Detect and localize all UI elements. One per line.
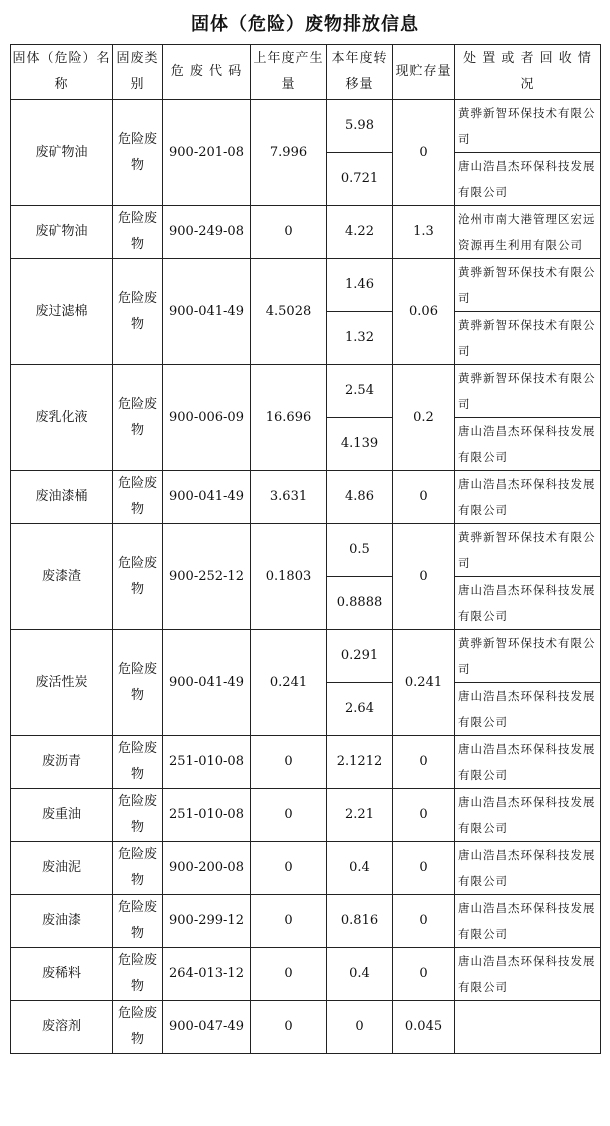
waste-category: 危险废物 (113, 259, 163, 365)
transfer-amount: 4.22 (327, 206, 393, 259)
table-row (11, 895, 601, 948)
waste-category: 危险废物 (113, 365, 163, 471)
table-row (11, 842, 601, 895)
waste-code: 900-047-49 (163, 1001, 251, 1054)
waste-name: 废油漆 (11, 895, 113, 948)
table-row (11, 948, 601, 1001)
waste-category: 危险废物 (113, 206, 163, 259)
disposal-company: 黄骅新智环保技术有限公司 (455, 259, 601, 312)
stock-amount: 0 (393, 948, 455, 1001)
disposal-company: 唐山浩昌杰环保科技发展有限公司 (455, 577, 601, 630)
waste-code: 900-249-08 (163, 206, 251, 259)
disposal-company: 唐山浩昌杰环保科技发展有限公司 (455, 153, 601, 206)
waste-table (10, 44, 601, 1054)
waste-category: 危险废物 (113, 789, 163, 842)
waste-category: 危险废物 (113, 948, 163, 1001)
transfer-amount: 4.139 (327, 418, 393, 471)
last-year-amount: 0 (251, 842, 327, 895)
header-disposal: 处 置 或 者 回 收 情 况 (455, 45, 601, 100)
waste-category: 危险废物 (113, 524, 163, 630)
disposal-company: 唐山浩昌杰环保科技发展有限公司 (455, 471, 601, 524)
last-year-amount: 0 (251, 789, 327, 842)
waste-name: 废矿物油 (11, 206, 113, 259)
transfer-amount: 2.64 (327, 683, 393, 736)
last-year-amount: 16.696 (251, 365, 327, 471)
waste-name: 废活性炭 (11, 630, 113, 736)
disposal-company: 黄骅新智环保技术有限公司 (455, 524, 601, 577)
waste-name: 废沥青 (11, 736, 113, 789)
header-category: 固废类别 (113, 45, 163, 100)
last-year-amount: 0 (251, 948, 327, 1001)
waste-code: 900-200-08 (163, 842, 251, 895)
table-row (11, 471, 601, 524)
disposal-company: 唐山浩昌杰环保科技发展有限公司 (455, 842, 601, 895)
table-row (11, 1001, 601, 1054)
transfer-amount: 0.816 (327, 895, 393, 948)
header-name: 固体（危险）名称 (11, 45, 113, 100)
stock-amount: 0.2 (393, 365, 455, 471)
last-year-amount: 0 (251, 1001, 327, 1054)
disposal-company: 黄骅新智环保技术有限公司 (455, 100, 601, 153)
disposal-company: 唐山浩昌杰环保科技发展有限公司 (455, 948, 601, 1001)
header-code: 危 废 代 码 (163, 45, 251, 100)
stock-amount: 1.3 (393, 206, 455, 259)
waste-name: 废漆渣 (11, 524, 113, 630)
stock-amount: 0.06 (393, 259, 455, 365)
waste-code: 900-041-49 (163, 471, 251, 524)
disposal-company: 唐山浩昌杰环保科技发展有限公司 (455, 683, 601, 736)
last-year-amount: 3.631 (251, 471, 327, 524)
disposal-company: 唐山浩昌杰环保科技发展有限公司 (455, 736, 601, 789)
stock-amount: 0 (393, 842, 455, 895)
waste-category: 危险废物 (113, 630, 163, 736)
disposal-company: 唐山浩昌杰环保科技发展有限公司 (455, 789, 601, 842)
transfer-amount: 4.86 (327, 471, 393, 524)
waste-name: 废稀料 (11, 948, 113, 1001)
transfer-amount: 0.8888 (327, 577, 393, 630)
transfer-amount: 2.54 (327, 365, 393, 418)
table-row (11, 736, 601, 789)
stock-amount: 0 (393, 471, 455, 524)
waste-name: 废溶剂 (11, 1001, 113, 1054)
last-year-amount: 0 (251, 895, 327, 948)
stock-amount: 0 (393, 524, 455, 630)
transfer-amount: 0 (327, 1001, 393, 1054)
waste-name: 废过滤棉 (11, 259, 113, 365)
waste-code: 251-010-08 (163, 736, 251, 789)
transfer-amount: 0.4 (327, 842, 393, 895)
last-year-amount: 0.241 (251, 630, 327, 736)
disposal-company: 唐山浩昌杰环保科技发展有限公司 (455, 418, 601, 471)
table-row (11, 630, 601, 683)
waste-name: 废油漆桶 (11, 471, 113, 524)
stock-amount: 0.045 (393, 1001, 455, 1054)
page-title: 固体（危险）废物排放信息 (191, 14, 419, 35)
stock-amount: 0 (393, 895, 455, 948)
table-row (11, 524, 601, 577)
last-year-amount: 0 (251, 206, 327, 259)
table-row (11, 259, 601, 312)
waste-code: 900-041-49 (163, 259, 251, 365)
last-year-amount: 0 (251, 736, 327, 789)
waste-category: 危险废物 (113, 100, 163, 206)
disposal-company (455, 1001, 601, 1054)
waste-name: 废乳化液 (11, 365, 113, 471)
table-header (11, 45, 601, 100)
waste-category: 危险废物 (113, 736, 163, 789)
disposal-company: 黄骅新智环保技术有限公司 (455, 312, 601, 365)
header-this-year: 本年度转移量 (327, 45, 393, 100)
disposal-company: 沧州市南大港管理区宏远资源再生利用有限公司 (455, 206, 601, 259)
waste-code: 900-299-12 (163, 895, 251, 948)
waste-category: 危险废物 (113, 471, 163, 524)
disposal-company: 唐山浩昌杰环保科技发展有限公司 (455, 895, 601, 948)
waste-code: 251-010-08 (163, 789, 251, 842)
transfer-amount: 0.721 (327, 153, 393, 206)
last-year-amount: 7.996 (251, 100, 327, 206)
transfer-amount: 0.291 (327, 630, 393, 683)
last-year-amount: 4.5028 (251, 259, 327, 365)
transfer-amount: 1.32 (327, 312, 393, 365)
transfer-amount: 5.98 (327, 100, 393, 153)
waste-code: 264-013-12 (163, 948, 251, 1001)
disposal-company: 黄骅新智环保技术有限公司 (455, 630, 601, 683)
table-row (11, 365, 601, 418)
stock-amount: 0 (393, 100, 455, 206)
waste-category: 危险废物 (113, 1001, 163, 1054)
table-row (11, 789, 601, 842)
table-row (11, 206, 601, 259)
stock-amount: 0 (393, 789, 455, 842)
waste-category: 危险废物 (113, 895, 163, 948)
header-stock: 现贮存量 (393, 45, 455, 100)
waste-code: 900-201-08 (163, 100, 251, 206)
transfer-amount: 2.21 (327, 789, 393, 842)
disposal-company: 黄骅新智环保技术有限公司 (455, 365, 601, 418)
waste-name: 废矿物油 (11, 100, 113, 206)
last-year-amount: 0.1803 (251, 524, 327, 630)
transfer-amount: 1.46 (327, 259, 393, 312)
waste-category: 危险废物 (113, 842, 163, 895)
header-last-year: 上年度产生量 (251, 45, 327, 100)
table-row (11, 100, 601, 153)
table-body (11, 100, 601, 1054)
transfer-amount: 0.4 (327, 948, 393, 1001)
stock-amount: 0 (393, 736, 455, 789)
waste-name: 废重油 (11, 789, 113, 842)
waste-code: 900-252-12 (163, 524, 251, 630)
waste-name: 废油泥 (11, 842, 113, 895)
transfer-amount: 0.5 (327, 524, 393, 577)
waste-code: 900-041-49 (163, 630, 251, 736)
transfer-amount: 2.1212 (327, 736, 393, 789)
waste-code: 900-006-09 (163, 365, 251, 471)
stock-amount: 0.241 (393, 630, 455, 736)
